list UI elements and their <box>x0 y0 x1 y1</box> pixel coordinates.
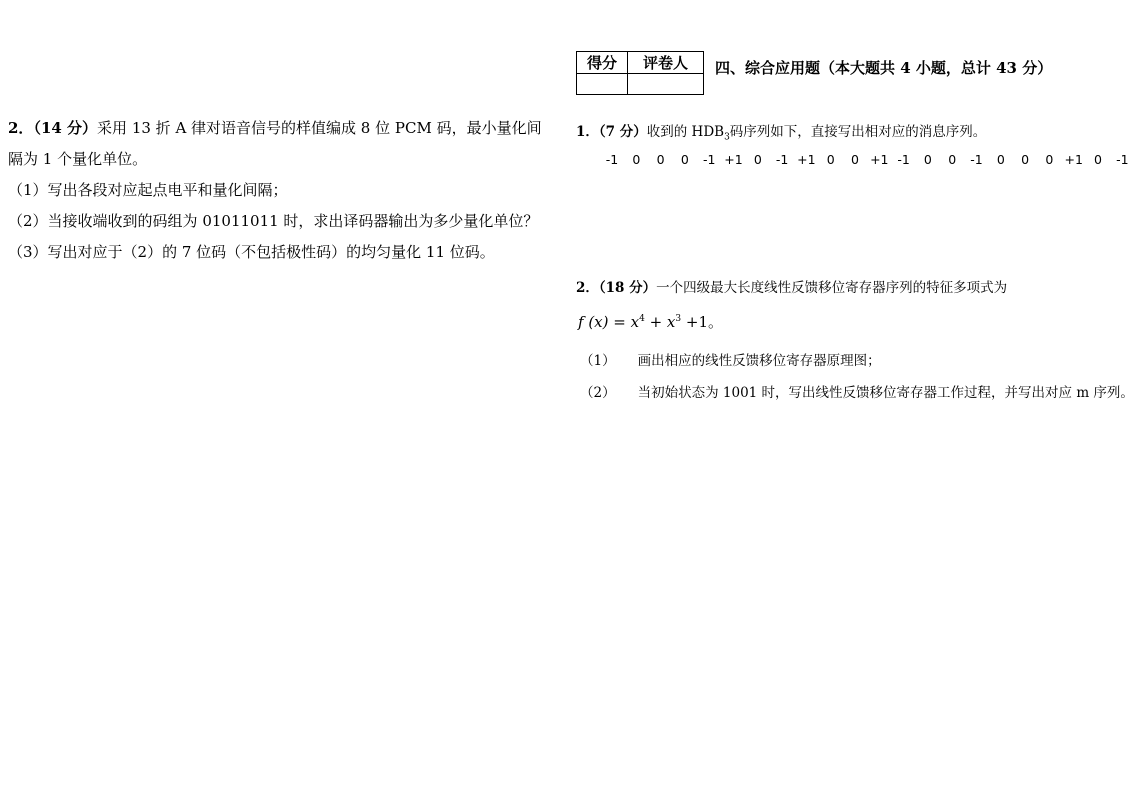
left-question-number: 2． <box>8 119 34 137</box>
right-q2-number: 2． <box>576 280 599 296</box>
left-question-points: （14 分） <box>33 119 98 137</box>
sequence-item: +1 <box>797 152 816 167</box>
grader-cell <box>628 74 704 95</box>
formula-exp1: 4 <box>639 314 645 324</box>
formula-exp2: 3 <box>675 314 682 324</box>
right-q1-stem-sub: 3 <box>724 132 730 143</box>
sequence-item: 0 <box>851 152 859 167</box>
formula-mid: + x <box>644 313 676 331</box>
right-q2-stem-text: 一个四级最大长度线性反馈移位寄存器序列的特征多项式为 <box>656 280 1008 296</box>
formula-rhs: +1。 <box>681 313 723 331</box>
right-q1-number: 1． <box>576 124 599 140</box>
left-question-sub3: （3）写出对应于（2）的 7 位码（不包括极性码）的均匀量化 11 位码。 <box>8 243 495 261</box>
right-q2-sub2-label: （2） <box>580 385 616 401</box>
sequence-item: 0 <box>1045 152 1054 167</box>
sequence-item: 0 <box>948 152 957 167</box>
right-q1-points: （7 分） <box>598 124 647 140</box>
formula-lhs: f (x) = x <box>578 313 640 331</box>
sequence-item: +1 <box>724 152 743 167</box>
right-q1-stem-post: 码序列如下，直接写出相对应的消息序列。 <box>729 124 987 140</box>
sequence-item: -1 <box>897 152 910 167</box>
sequence-item: -1 <box>970 152 983 167</box>
sequence-item: +1 <box>870 152 889 167</box>
grader-header: 评卷人 <box>628 52 704 74</box>
sequence-item: -1 <box>702 152 716 167</box>
right-q2-sub1-text: 画出相应的线性反馈移位寄存器原理图； <box>637 353 881 369</box>
right-q1-stem-pre: 收到的 HDB <box>646 124 725 140</box>
right-q2-stem <box>576 276 1007 296</box>
score-cell <box>577 74 628 95</box>
score-header: 得分 <box>577 52 628 74</box>
sequence-item: 0 <box>996 152 1005 167</box>
sequence-item: 0 <box>1021 152 1030 167</box>
right-q2-points: （18 分） <box>598 280 657 296</box>
sequence-item: -1 <box>775 152 789 167</box>
sequence-item: -1 <box>605 152 619 167</box>
right-q1-stem <box>576 120 986 143</box>
right-q2-sub2-text: 当初始状态为 1001 时，写出线性反馈移位寄存器工作过程，并写出对应 m 序列。 <box>637 385 1134 401</box>
score-table <box>576 51 704 95</box>
right-q2-sub1 <box>580 349 881 369</box>
left-question-sub1: （1）写出各段对应起点电平和量化间隔； <box>8 181 288 199</box>
left-question-stem-2: 隔为 1 个量化单位。 <box>8 150 148 168</box>
sequence-item: 0 <box>1094 152 1102 167</box>
left-question-line1 <box>8 113 542 144</box>
right-q2-sub1-label: （1） <box>580 353 616 369</box>
left-question-sub2: （2）当接收端收到的码组为 01011011 时，求出译码器输出为多少量化单位？ <box>8 212 539 230</box>
sequence-item: -1 <box>1116 152 1129 167</box>
sequence-item: 0 <box>923 152 932 167</box>
sequence-item: 0 <box>680 152 689 167</box>
sequence-item: 0 <box>632 152 641 167</box>
sequence-item: 0 <box>753 152 762 167</box>
sequence-item: 0 <box>826 152 835 167</box>
left-question-stem-1: 采用 13 折 A 律对语音信号的样值编成 8 位 PCM 码，最小量化间 <box>97 119 542 137</box>
section-heading: 四、综合应用题（本大题共 4 小题，总计 43 分） <box>715 59 1053 77</box>
sequence-item: +1 <box>1064 152 1083 167</box>
sequence-item: 0 <box>656 152 665 167</box>
right-q2-sub2 <box>580 381 1134 401</box>
polynomial-formula <box>578 311 723 332</box>
